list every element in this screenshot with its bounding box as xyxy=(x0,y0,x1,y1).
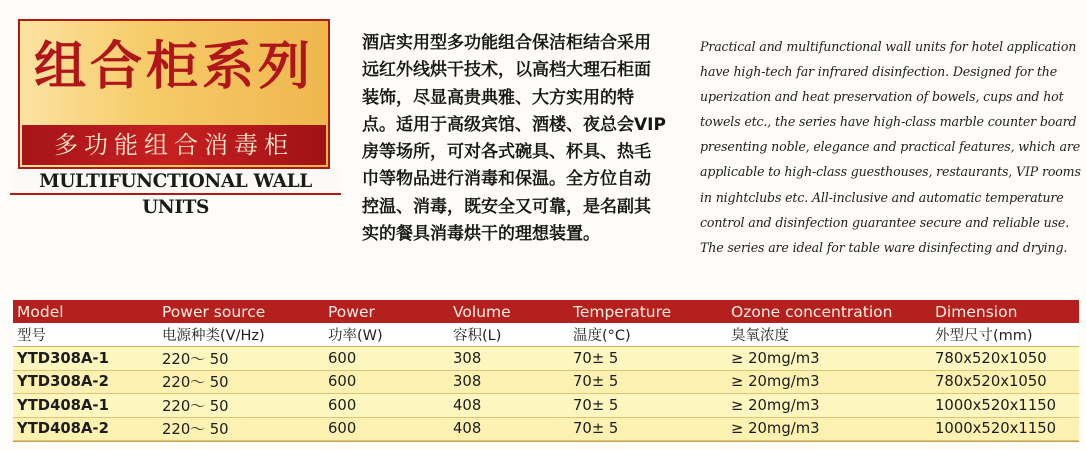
cell-ozone: ≥ 20mg/m3 xyxy=(731,373,820,391)
header-volume-cn: 容积(L) xyxy=(453,328,502,344)
description-en-line: in nightclubs etc. All-inclusive and automatic temperature xyxy=(700,189,1064,205)
header-model: Model xyxy=(17,302,64,321)
table-body xyxy=(13,347,1079,441)
cell-power-source: 220～ 50 xyxy=(162,374,229,392)
table-row xyxy=(13,347,1079,371)
series-title: 组合柜系列 xyxy=(33,36,314,97)
cell-volume: 408 xyxy=(453,420,482,438)
header-ozone-cn: 臭氧浓度 xyxy=(731,328,789,344)
spec-table xyxy=(13,300,1079,442)
description-cn-line: 酒店实用型多功能组合保洁柜结合采用 xyxy=(362,33,651,53)
description-en-line: control and disinfection guarantee secure and reliable use. xyxy=(700,214,1070,230)
cell-model: YTD308A-1 xyxy=(17,349,109,367)
cell-ozone: ≥ 20mg/m3 xyxy=(731,420,820,438)
description-en-line: uperization and heat preservation of bowels, cups and hot xyxy=(700,89,1064,105)
description-en-line: applicable to high-class guesthouses, restaurants, VIP rooms xyxy=(700,164,1081,180)
header-dimension: Dimension xyxy=(935,302,1018,321)
description-en-line: towels etc., the series have high-class marble counter board xyxy=(700,114,1077,130)
description-english xyxy=(700,34,1082,260)
cell-temperature: 70± 5 xyxy=(573,420,619,438)
cell-temperature: 70± 5 xyxy=(573,349,619,367)
cell-temperature: 70± 5 xyxy=(573,373,619,391)
cell-power-source: 220～ 50 xyxy=(162,350,229,368)
header-power-cn: 功率(W) xyxy=(328,328,383,344)
header-temperature: Temperature xyxy=(573,302,672,321)
cell-ozone: ≥ 20mg/m3 xyxy=(731,349,820,367)
description-chinese xyxy=(362,30,692,248)
cell-temperature: 70± 5 xyxy=(573,396,619,414)
description-cn-line: 实的餐具消毒烘干的理想装置。 xyxy=(362,224,600,245)
description-cn-line: 房等场所，可对各式碗具、杯具、热毛 xyxy=(362,142,651,163)
description-en-line: presenting noble, elegance and practical features, which are xyxy=(700,139,1081,155)
cell-dimension: 1000x520x1150 xyxy=(935,396,1057,414)
description-cn-line: 控温、消毒，既安全又可靠，是名副其 xyxy=(362,196,651,217)
table-header-chinese xyxy=(13,323,1079,347)
header-dimension-cn: 外型尺寸(mm) xyxy=(935,328,1033,344)
series-subtitle: 多功能组合消毒柜 xyxy=(22,125,326,165)
cell-volume: 408 xyxy=(453,396,482,414)
header-volume: Volume xyxy=(453,302,511,321)
description-en-line: have high-tech far infrared disinfection. Designed for the xyxy=(700,64,1058,80)
cell-power: 600 xyxy=(328,396,357,414)
header-power-source-cn: 电源种类(V/Hz) xyxy=(162,328,265,344)
cell-power-source: 220～ 50 xyxy=(162,421,229,439)
cell-power-source: 220～ 50 xyxy=(162,397,229,415)
cell-model: YTD308A-2 xyxy=(17,373,109,391)
table-row xyxy=(13,418,1079,442)
cell-power: 600 xyxy=(328,373,357,391)
table-bottom-rule xyxy=(13,441,1079,442)
description-cn-line: 远红外线烘干技术，以高档大理石柜面 xyxy=(362,60,651,81)
header-temperature-cn: 温度(°C) xyxy=(573,328,631,344)
cell-power: 600 xyxy=(328,420,357,438)
cell-volume: 308 xyxy=(453,349,482,367)
cell-dimension: 780x520x1050 xyxy=(935,373,1047,391)
description-cn-line: 点。适用于高级宾馆、酒楼、夜总会VIP xyxy=(362,114,666,135)
cell-power: 600 xyxy=(328,349,357,367)
series-title-english: MULTIFUNCTIONAL WALL UNITS xyxy=(10,169,341,195)
cell-volume: 308 xyxy=(453,373,482,391)
cell-dimension: 1000x520x1150 xyxy=(935,420,1057,438)
table-row xyxy=(13,394,1079,418)
table-header-english xyxy=(13,300,1079,323)
header-ozone: Ozone concentration xyxy=(731,302,893,321)
description-cn-line: 巾等物品进行消毒和保温。全方位自动 xyxy=(362,169,651,190)
header-model-cn: 型号 xyxy=(17,328,46,344)
cell-dimension: 780x520x1050 xyxy=(935,349,1047,367)
description-cn-line: 装饰，尽显高贵典雅、大方实用的特 xyxy=(362,87,634,108)
description-en-line: The series are ideal for table ware disinfecting and drying. xyxy=(700,239,1068,255)
description-en-line: Practical and multifunctional wall units for hotel application xyxy=(700,39,1077,54)
header-power-source: Power source xyxy=(162,302,266,321)
cell-ozone: ≥ 20mg/m3 xyxy=(731,396,820,414)
cell-model: YTD408A-1 xyxy=(17,396,109,414)
table-row xyxy=(13,371,1079,395)
header-power: Power xyxy=(328,302,375,321)
title-card xyxy=(10,19,341,218)
cell-model: YTD408A-2 xyxy=(17,420,109,438)
